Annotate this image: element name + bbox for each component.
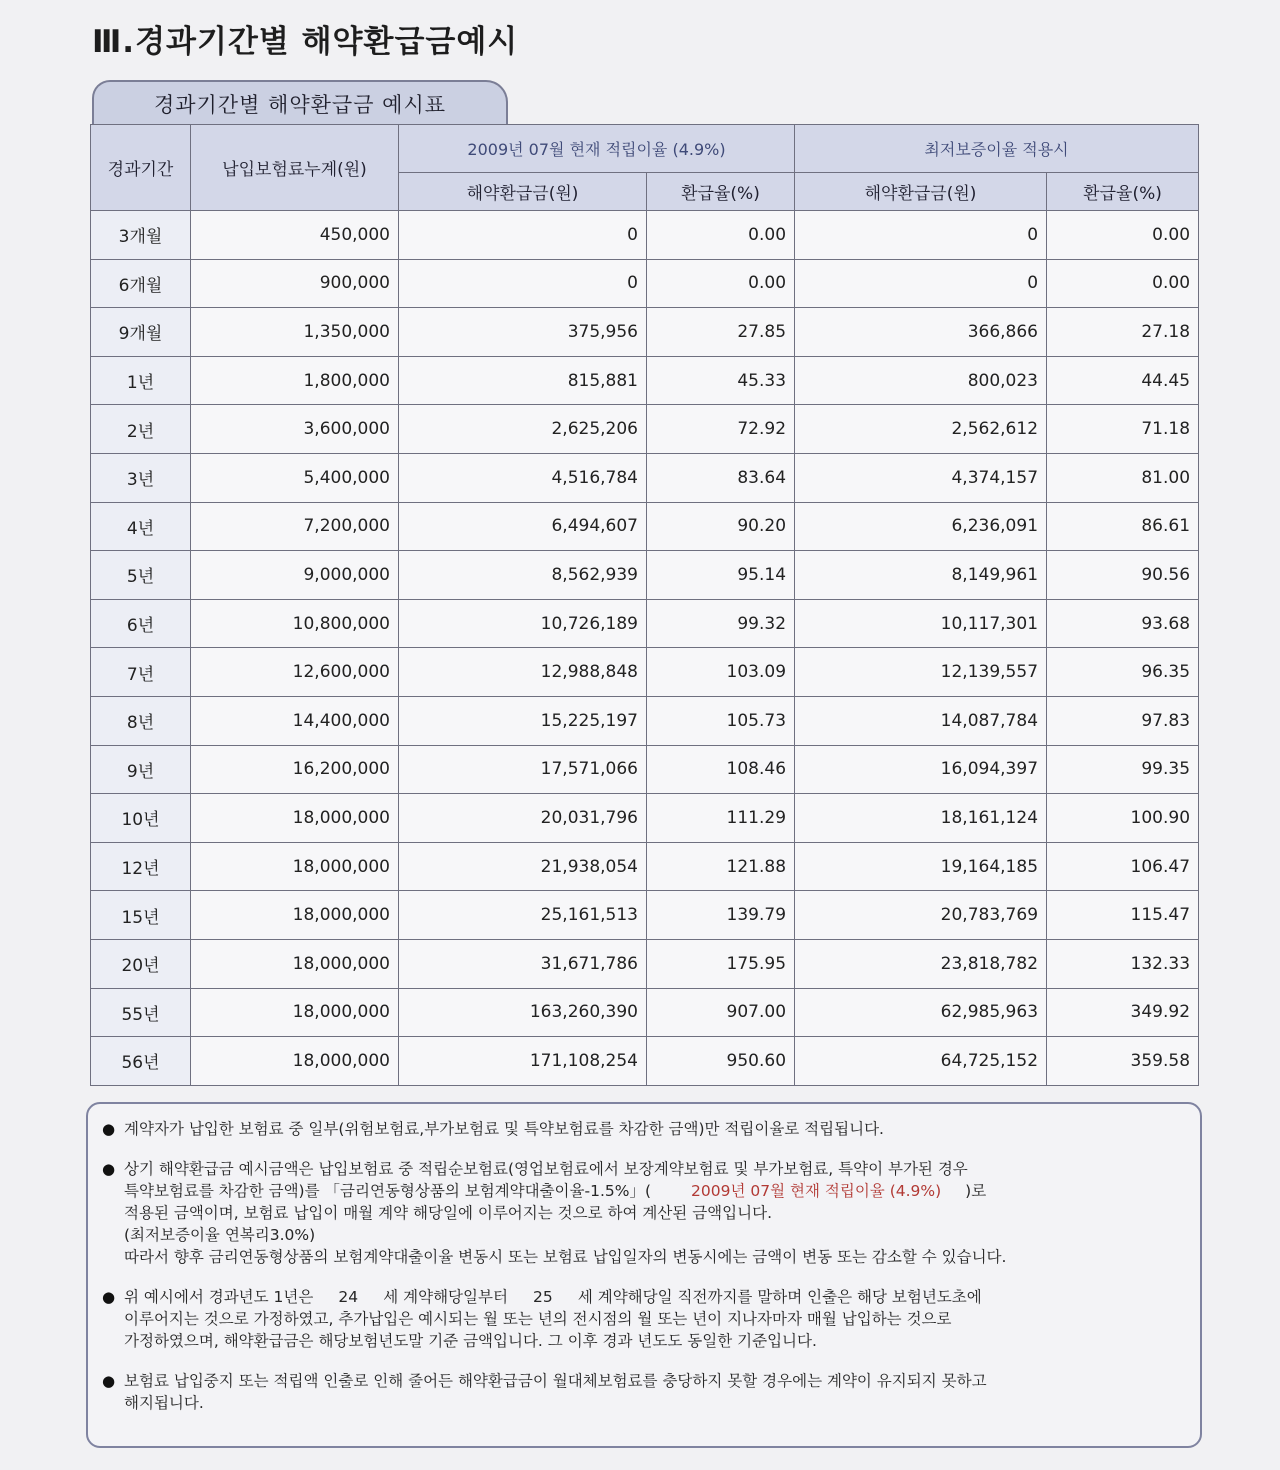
table-row xyxy=(91,356,1199,405)
cell-current-refund: 375,956 xyxy=(399,308,647,357)
cell-current-rate: 45.33 xyxy=(647,356,795,405)
note-2-line-5: 따라서 향후 금리연동형상품의 보험계약대출이율 변동시 또는 보험료 납입일자의 변동시에는 금액이 변동 또는 감소할 수 있습니다. xyxy=(124,1248,1007,1266)
header-min-rate: 환급율(%) xyxy=(1047,173,1199,211)
page-title: Ⅲ.경과기간별 해약환급금예시 xyxy=(92,24,519,60)
note-1 xyxy=(102,1118,1182,1140)
note-3-line-3: 가정하였으며, 해약환급금은 해당보험년도말 기준 금액입니다. 그 이후 경과 년도도 동일한 기준입니다. xyxy=(124,1332,817,1350)
cell-min-rate: 81.00 xyxy=(1047,453,1199,502)
cell-current-refund: 17,571,066 xyxy=(399,745,647,794)
cell-current-rate: 139.79 xyxy=(647,891,795,940)
note-3-line-1 xyxy=(124,1286,1182,1308)
cell-min-rate: 97.83 xyxy=(1047,696,1199,745)
table-row xyxy=(91,405,1199,454)
cell-current-refund: 12,988,848 xyxy=(399,648,647,697)
cell-min-refund: 19,164,185 xyxy=(795,842,1047,891)
cell-period: 6개월 xyxy=(91,259,191,308)
cell-min-rate: 0.00 xyxy=(1047,211,1199,260)
cell-min-refund: 10,117,301 xyxy=(795,599,1047,648)
cell-current-rate: 175.95 xyxy=(647,939,795,988)
cell-premium: 9,000,000 xyxy=(191,551,399,600)
cell-min-rate: 93.68 xyxy=(1047,599,1199,648)
cell-current-refund: 25,161,513 xyxy=(399,891,647,940)
cell-period: 55년 xyxy=(91,988,191,1037)
cell-period: 10년 xyxy=(91,794,191,843)
table-row xyxy=(91,308,1199,357)
cell-current-refund: 31,671,786 xyxy=(399,939,647,988)
cell-min-rate: 132.33 xyxy=(1047,939,1199,988)
table-row xyxy=(91,551,1199,600)
cell-min-refund: 20,783,769 xyxy=(795,891,1047,940)
cell-min-refund: 366,866 xyxy=(795,308,1047,357)
cell-current-refund: 15,225,197 xyxy=(399,696,647,745)
note-2-rate-text: 2009년 07월 현재 적립이율 (4.9%) xyxy=(691,1182,942,1200)
cell-premium: 18,000,000 xyxy=(191,988,399,1037)
cell-current-refund: 4,516,784 xyxy=(399,453,647,502)
table-row xyxy=(91,211,1199,260)
cell-current-rate: 83.64 xyxy=(647,453,795,502)
table-row xyxy=(91,696,1199,745)
table-row xyxy=(91,794,1199,843)
note-3-c: 세 계약해당일 직전까지를 말하며 인출은 해당 보험년도초에 xyxy=(577,1288,982,1306)
cell-current-rate: 121.88 xyxy=(647,842,795,891)
cell-premium: 3,600,000 xyxy=(191,405,399,454)
cell-min-refund: 6,236,091 xyxy=(795,502,1047,551)
table-tab: 경과기간별 해약환급금 예시표 xyxy=(92,80,508,126)
bullet-icon: ● xyxy=(102,1120,116,1138)
cell-min-rate: 100.90 xyxy=(1047,794,1199,843)
refund-table xyxy=(90,124,1199,1086)
cell-current-rate: 111.29 xyxy=(647,794,795,843)
cell-period: 6년 xyxy=(91,599,191,648)
cell-min-rate: 27.18 xyxy=(1047,308,1199,357)
cell-min-refund: 800,023 xyxy=(795,356,1047,405)
cell-current-refund: 171,108,254 xyxy=(399,1037,647,1086)
table-row xyxy=(91,891,1199,940)
cell-period: 56년 xyxy=(91,1037,191,1086)
header-current-rate: 환급율(%) xyxy=(647,173,795,211)
cell-period: 12년 xyxy=(91,842,191,891)
table-row xyxy=(91,599,1199,648)
cell-min-refund: 23,818,782 xyxy=(795,939,1047,988)
header-current-rate-group: 2009년 07월 현재 적립이율 (4.9%) xyxy=(399,125,795,173)
note-3-age-start: 24 xyxy=(338,1288,359,1306)
cell-current-rate: 90.20 xyxy=(647,502,795,551)
note-3 xyxy=(102,1286,1182,1352)
cell-period: 20년 xyxy=(91,939,191,988)
note-4-line-2: 해지됩니다. xyxy=(124,1394,204,1412)
bullet-icon: ● xyxy=(102,1160,116,1178)
cell-premium: 18,000,000 xyxy=(191,939,399,988)
table-row xyxy=(91,939,1199,988)
note-2-line-3: 적용된 금액이며, 보험료 납입이 매월 계약 해당일에 이루어지는 것으로 하여 계산된 금액입니다. xyxy=(124,1204,773,1222)
cell-min-refund: 2,562,612 xyxy=(795,405,1047,454)
cell-premium: 10,800,000 xyxy=(191,599,399,648)
cell-premium: 1,350,000 xyxy=(191,308,399,357)
cell-period: 9년 xyxy=(91,745,191,794)
cell-min-rate: 44.45 xyxy=(1047,356,1199,405)
cell-min-rate: 106.47 xyxy=(1047,842,1199,891)
note-4 xyxy=(102,1370,1182,1414)
table-row xyxy=(91,453,1199,502)
cell-min-rate: 96.35 xyxy=(1047,648,1199,697)
note-2-line-4: (최저보증이율 연복리3.0%) xyxy=(124,1226,316,1244)
cell-premium: 900,000 xyxy=(191,259,399,308)
cell-premium: 14,400,000 xyxy=(191,696,399,745)
cell-premium: 18,000,000 xyxy=(191,1037,399,1086)
cell-min-rate: 0.00 xyxy=(1047,259,1199,308)
table-row xyxy=(91,259,1199,308)
cell-current-refund: 0 xyxy=(399,211,647,260)
cell-current-refund: 0 xyxy=(399,259,647,308)
cell-current-rate: 0.00 xyxy=(647,259,795,308)
bullet-icon: ● xyxy=(102,1288,116,1306)
cell-current-refund: 21,938,054 xyxy=(399,842,647,891)
cell-min-rate: 71.18 xyxy=(1047,405,1199,454)
cell-premium: 12,600,000 xyxy=(191,648,399,697)
cell-min-refund: 64,725,152 xyxy=(795,1037,1047,1086)
cell-current-refund: 20,031,796 xyxy=(399,794,647,843)
cell-current-refund: 6,494,607 xyxy=(399,502,647,551)
cell-period: 9개월 xyxy=(91,308,191,357)
cell-premium: 16,200,000 xyxy=(191,745,399,794)
cell-period: 3개월 xyxy=(91,211,191,260)
note-3-line-2: 이루어지는 것으로 가정하였고, 추가납입은 예시되는 월 또는 년의 전시점의 월 또는 년이 지나자마자 매월 납입하는 것으로 xyxy=(124,1310,952,1328)
cell-current-rate: 99.32 xyxy=(647,599,795,648)
note-2-line-2 xyxy=(124,1180,1182,1202)
cell-period: 3년 xyxy=(91,453,191,502)
cell-period: 4년 xyxy=(91,502,191,551)
cell-current-refund: 10,726,189 xyxy=(399,599,647,648)
cell-min-rate: 90.56 xyxy=(1047,551,1199,600)
cell-premium: 18,000,000 xyxy=(191,842,399,891)
cell-premium: 5,400,000 xyxy=(191,453,399,502)
cell-period: 1년 xyxy=(91,356,191,405)
note-2-line-2-a: 특약보험료를 차감한 금액)를 「금리연동형상품의 보험계약대출이율-1.5%」( xyxy=(124,1182,652,1200)
cell-current-rate: 27.85 xyxy=(647,308,795,357)
header-min-refund: 해약환급금(원) xyxy=(795,173,1047,211)
cell-period: 8년 xyxy=(91,696,191,745)
cell-premium: 1,800,000 xyxy=(191,356,399,405)
note-4-line-1: 보험료 납입중지 또는 적립액 인출로 인해 줄어든 해약환급금이 월대체보험료를 충당하지 못할 경우에는 계약이 유지되지 못하고 xyxy=(124,1372,987,1390)
header-min-rate-group: 최저보증이율 적용시 xyxy=(795,125,1199,173)
header-period: 경과기간 xyxy=(91,125,191,211)
notes-box xyxy=(86,1102,1202,1448)
cell-current-refund: 8,562,939 xyxy=(399,551,647,600)
table-row xyxy=(91,842,1199,891)
cell-min-refund: 0 xyxy=(795,259,1047,308)
table-row xyxy=(91,648,1199,697)
cell-period: 2년 xyxy=(91,405,191,454)
cell-current-refund: 163,260,390 xyxy=(399,988,647,1037)
cell-premium: 7,200,000 xyxy=(191,502,399,551)
cell-min-rate: 115.47 xyxy=(1047,891,1199,940)
cell-min-rate: 99.35 xyxy=(1047,745,1199,794)
note-3-age-end: 25 xyxy=(533,1288,553,1306)
table-row xyxy=(91,988,1199,1037)
note-3-a: 위 예시에서 경과년도 1년은 xyxy=(124,1288,314,1306)
cell-current-rate: 95.14 xyxy=(647,551,795,600)
cell-min-rate: 359.58 xyxy=(1047,1037,1199,1086)
note-2-line-2-b: )로 xyxy=(965,1182,987,1200)
cell-min-refund: 18,161,124 xyxy=(795,794,1047,843)
cell-period: 15년 xyxy=(91,891,191,940)
table-row xyxy=(91,502,1199,551)
cell-min-refund: 8,149,961 xyxy=(795,551,1047,600)
cell-min-rate: 349.92 xyxy=(1047,988,1199,1037)
table-body xyxy=(91,211,1199,1086)
cell-current-rate: 72.92 xyxy=(647,405,795,454)
cell-period: 7년 xyxy=(91,648,191,697)
table-row xyxy=(91,745,1199,794)
cell-premium: 18,000,000 xyxy=(191,891,399,940)
note-1-text: 계약자가 납입한 보험료 중 일부(위험보험료,부가보험료 및 특약보험료를 차감한 금액)만 적립이율로 적립됩니다. xyxy=(124,1120,884,1138)
cell-current-rate: 950.60 xyxy=(647,1037,795,1086)
cell-current-rate: 907.00 xyxy=(647,988,795,1037)
cell-min-refund: 14,087,784 xyxy=(795,696,1047,745)
cell-premium: 450,000 xyxy=(191,211,399,260)
bullet-icon: ● xyxy=(102,1372,116,1390)
cell-min-refund: 16,094,397 xyxy=(795,745,1047,794)
cell-current-refund: 2,625,206 xyxy=(399,405,647,454)
cell-current-rate: 108.46 xyxy=(647,745,795,794)
note-2-line-1: 상기 해약환급금 예시금액은 납입보험료 중 적립순보험료(영업보험료에서 보장계약보험료 및 부가보험료, 특약이 부가된 경우 xyxy=(124,1160,968,1178)
header-current-refund: 해약환급금(원) xyxy=(399,173,647,211)
cell-current-rate: 103.09 xyxy=(647,648,795,697)
table-row xyxy=(91,1037,1199,1086)
cell-period: 5년 xyxy=(91,551,191,600)
cell-min-refund: 62,985,963 xyxy=(795,988,1047,1037)
cell-min-refund: 12,139,557 xyxy=(795,648,1047,697)
cell-premium: 18,000,000 xyxy=(191,794,399,843)
cell-current-rate: 0.00 xyxy=(647,211,795,260)
header-premium: 납입보험료누계(원) xyxy=(191,125,399,211)
cell-min-rate: 86.61 xyxy=(1047,502,1199,551)
cell-min-refund: 0 xyxy=(795,211,1047,260)
cell-current-rate: 105.73 xyxy=(647,696,795,745)
refund-table-container xyxy=(90,124,1198,1086)
note-3-b: 세 계약해당일부터 xyxy=(383,1288,508,1306)
cell-min-refund: 4,374,157 xyxy=(795,453,1047,502)
note-2 xyxy=(102,1158,1182,1268)
cell-current-refund: 815,881 xyxy=(399,356,647,405)
